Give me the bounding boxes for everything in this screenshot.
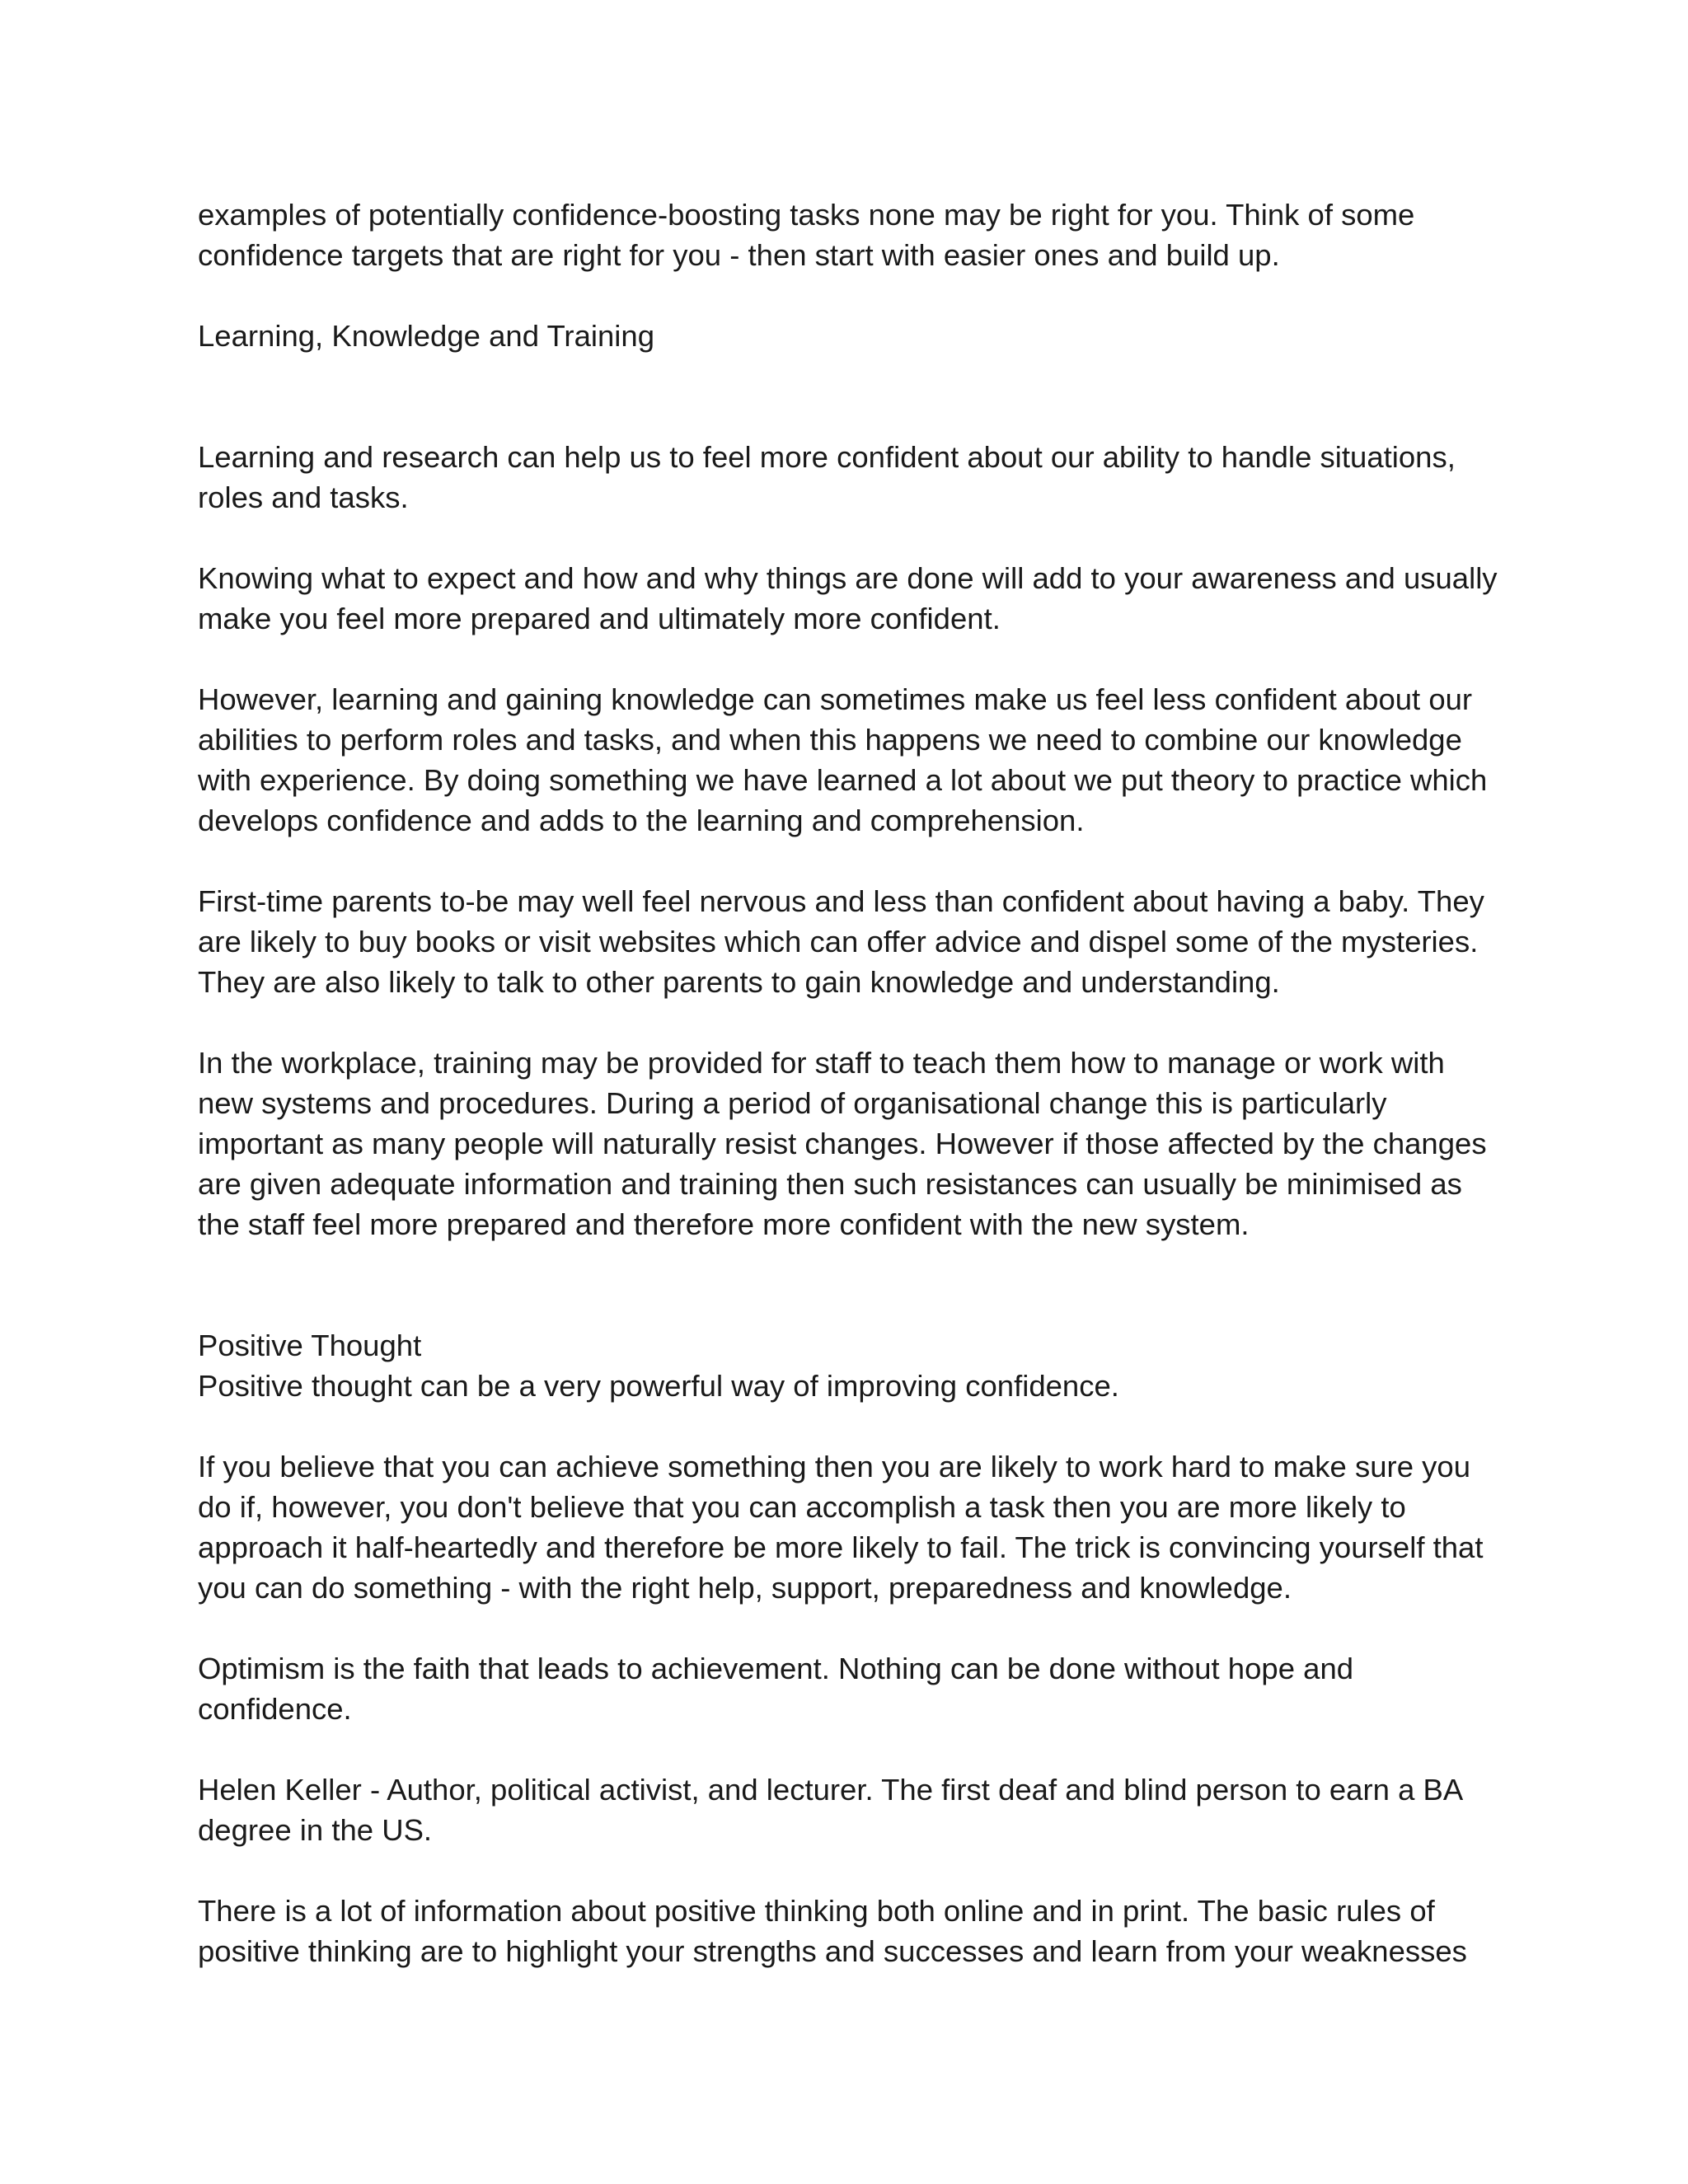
paragraph-first-time-parents: First-time parents to-be may well feel nervous and less than confident about having a baby. They are likely to buy books or visit websites which can offer advice and dispel some of the mysteries. They are also likely to talk to other parents to gain knowledge and understanding. — [198, 884, 1484, 999]
paragraph-knowing-expect: Knowing what to expect and how and why things are done will add to your awareness and usually make you feel more prepared and ultimately more confident. — [198, 561, 1498, 635]
document-body — [198, 194, 1500, 1971]
paragraph-intro: examples of potentially confidence-boosting tasks none may be right for you. Think of some confidence targets that are right for you - then start with easier ones and build up. — [198, 198, 1415, 272]
paragraph-workplace-training: In the workplace, training may be provided for staff to teach them how to manage or work with new systems and procedures. During a period of organisational change this is particularly important as many people will naturally resist changes. However if those affected by the changes are given adequate information and training then such resistances can usually be minimised as the staff feel more prepared and therefore more confident with the new system. — [198, 1046, 1487, 1241]
section-heading-positive-thought: Positive Thought — [198, 1329, 422, 1362]
paragraph-however-learning: However, learning and gaining knowledge can sometimes make us feel less confident about our abilities to perform roles and tasks, and when this happens we need to combine our knowledge with experience. By doing something we have learned a lot about we put theory to practice which develops confidence and adds to the learning and comprehension. — [198, 682, 1488, 837]
paragraph-believe-achieve: If you believe that you can achieve something then you are likely to work hard to make sure you do if, however, you don't believe that you can accomplish a task then you are more likely to approach it half-heartedly and therefore be more likely to fail. The trick is convincing yourself that you can do something - with the right help, support, preparedness and knowledge. — [198, 1450, 1484, 1605]
paragraph-positive-thought-intro: Positive thought can be a very powerful way of improving confidence. — [198, 1369, 1119, 1403]
quote-attribution: Helen Keller - Author, political activist, and lecturer. The first deaf and blind person to earn a BA degree in the US. — [198, 1773, 1462, 1847]
quote-optimism: Optimism is the faith that leads to achievement. Nothing can be done without hope and confidence. — [198, 1652, 1354, 1726]
section-heading-learning: Learning, Knowledge and Training — [198, 319, 654, 353]
paragraph-positive-thinking-info: There is a lot of information about positive thinking both online and in print. The basic rules of positive thinking are to highlight your strengths and successes and learn from your weaknesses — [198, 1894, 1467, 1968]
paragraph-learning-research: Learning and research can help us to feel more confident about our ability to handle situations, roles and tasks. — [198, 440, 1456, 514]
